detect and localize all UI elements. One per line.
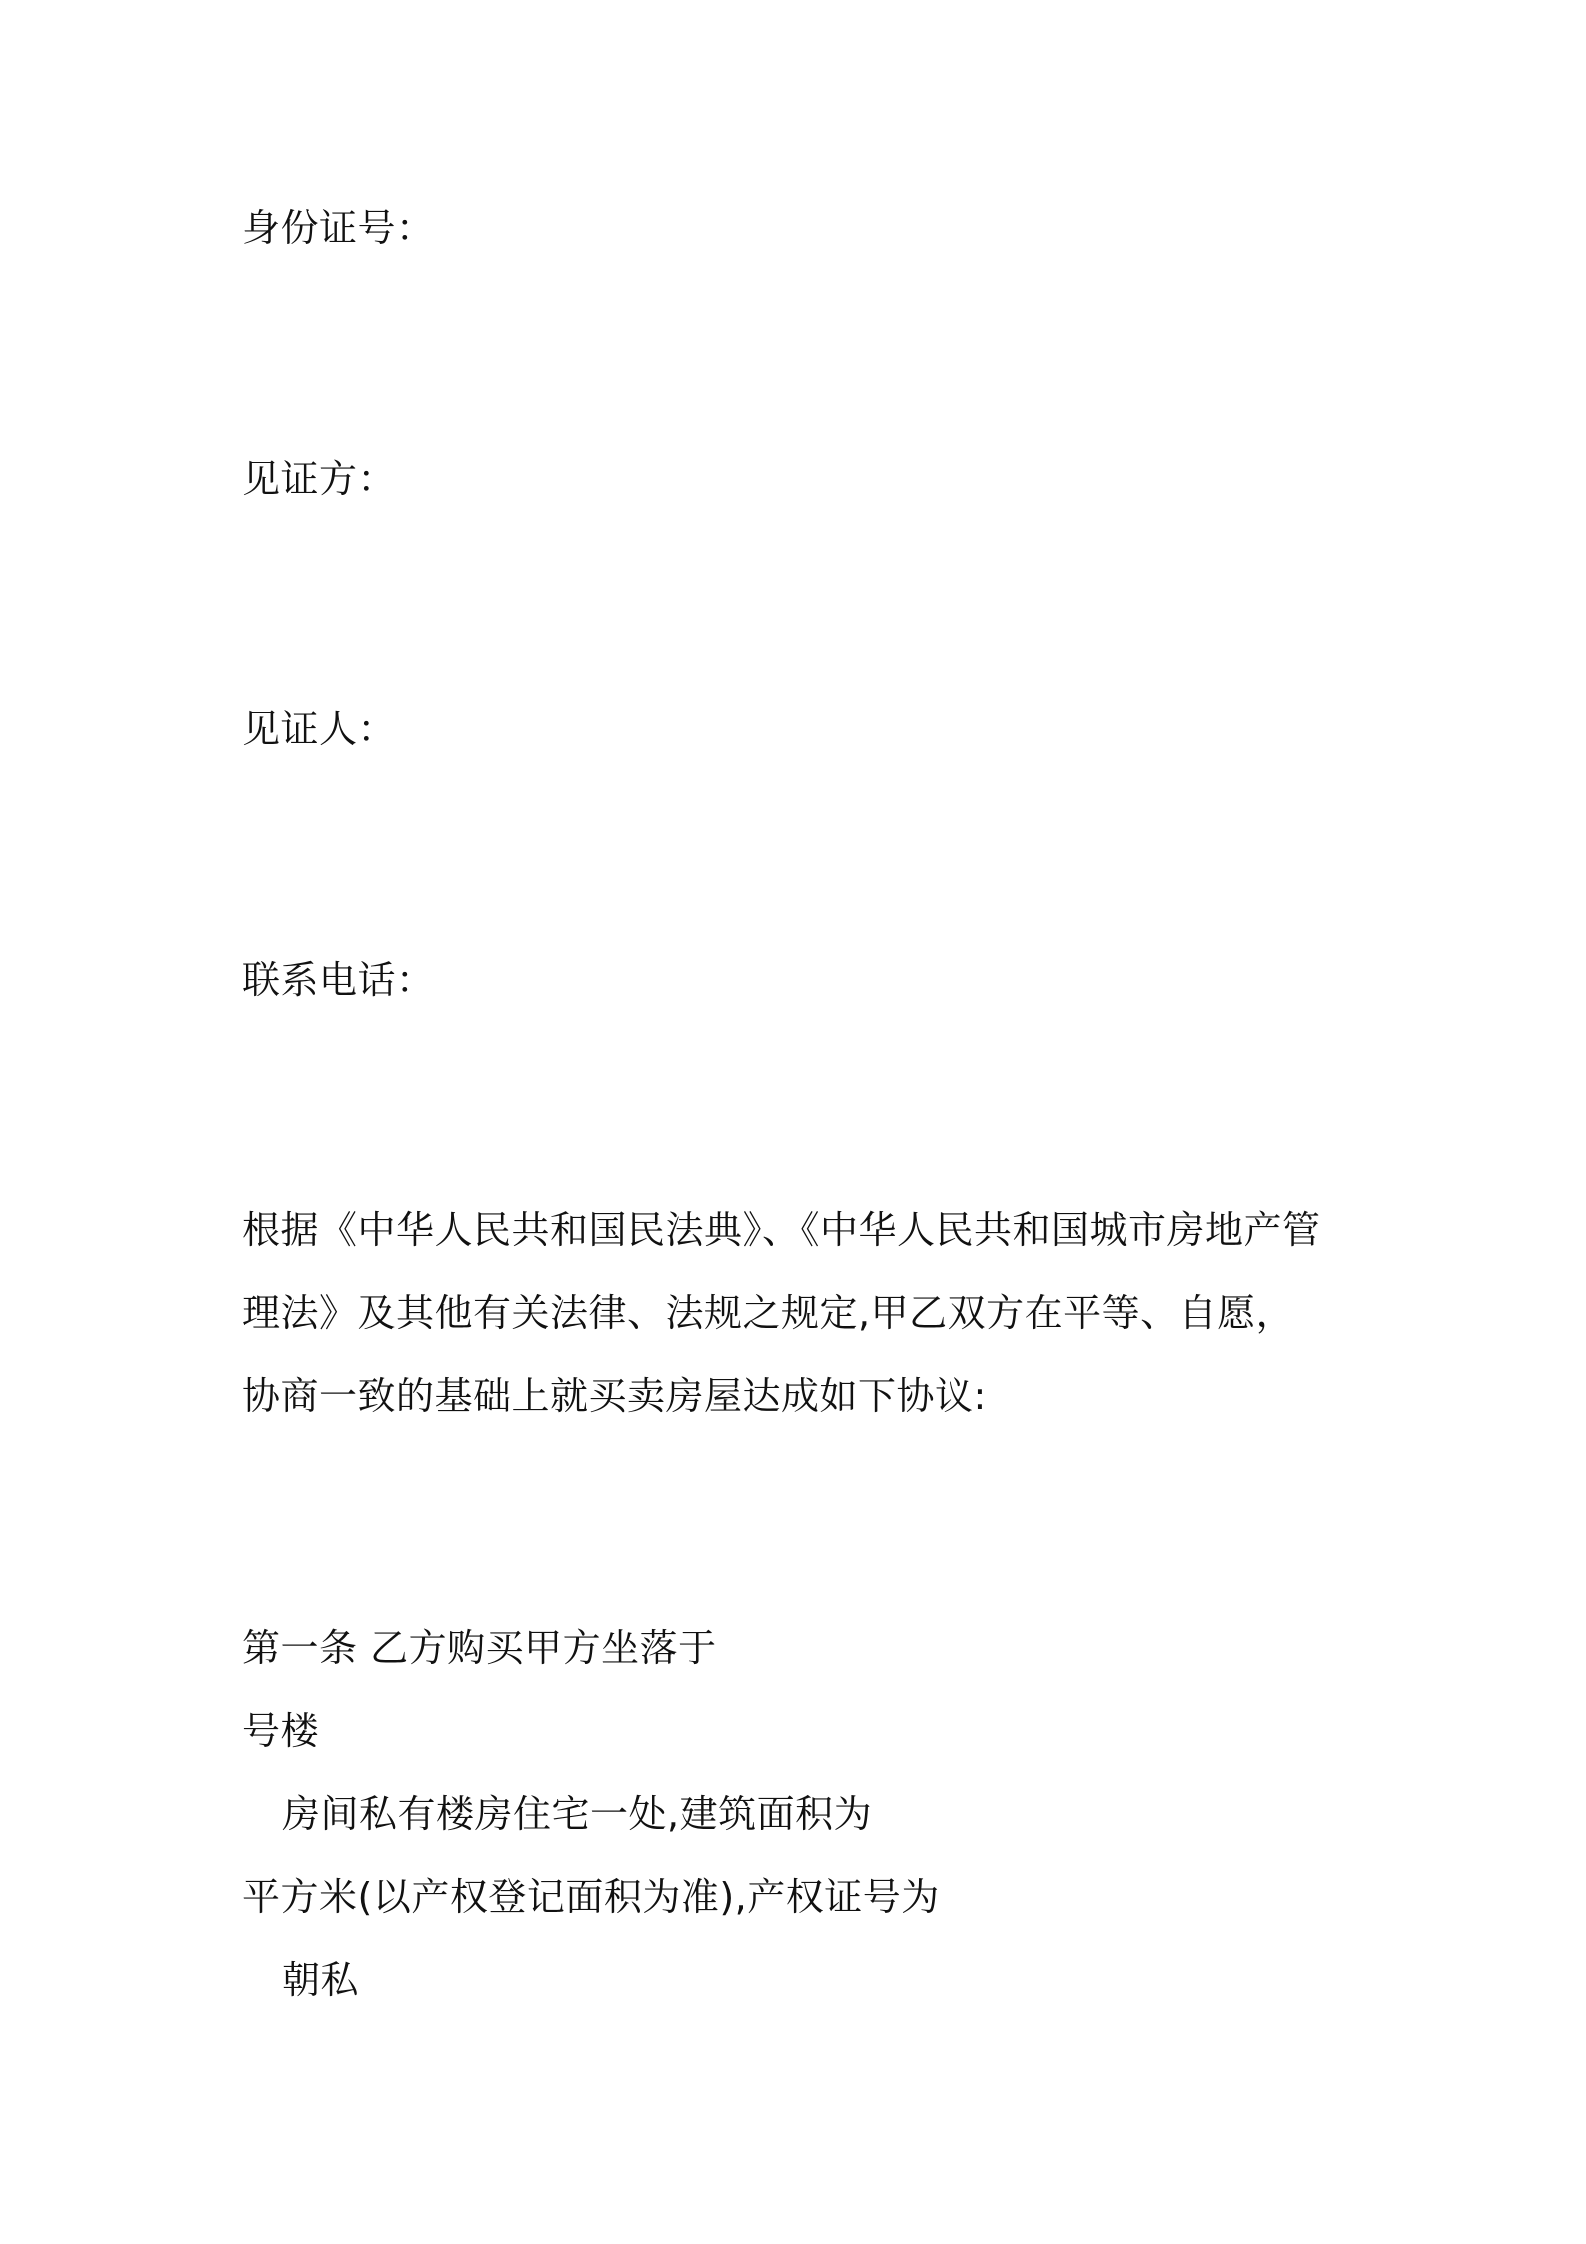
id-number-label: 身份证号： bbox=[242, 206, 435, 250]
preamble-line-2: 理法》及其他有关法律、法规之规定,甲乙双方在平等、自愿， bbox=[242, 1291, 1295, 1335]
article-one-line-4: 平方米(以产权登记面积为准),产权证号为 bbox=[242, 1875, 940, 1919]
phone-label: 联系电话： bbox=[242, 958, 435, 1002]
preamble-line-3: 协商一致的基础上就买卖房屋达成如下协议: bbox=[242, 1374, 987, 1418]
preamble-line-1: 根据《中华人民共和国民法典》、《中华人民共和国城市房地产管 bbox=[242, 1208, 1321, 1252]
article-one-line-5: 朝私 bbox=[282, 1958, 360, 2002]
article-one-line-1: 第一条 乙方购买甲方坐落于 bbox=[242, 1626, 717, 1670]
article-one-line-3: 房间私有楼房住宅一处,建筑面积为 bbox=[282, 1792, 873, 1836]
witness-person-label: 见证人： bbox=[242, 707, 397, 751]
article-one-line-2: 号楼 bbox=[242, 1709, 320, 1753]
witness-party-label: 见证方： bbox=[242, 457, 397, 501]
